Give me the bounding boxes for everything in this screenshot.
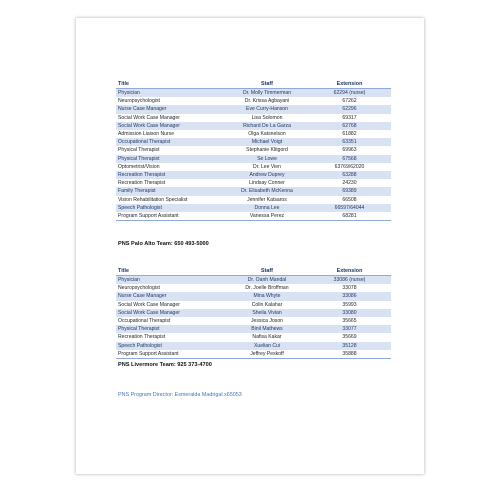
column-header-title: Title [116, 79, 226, 89]
row-title-cell: Neuropsychologist [116, 97, 226, 105]
row-title-cell: Physical Therapist [116, 155, 226, 163]
row-extension-cell: 61882 [308, 130, 391, 138]
row-title-cell: Speech Pathologist [116, 342, 226, 350]
table-row [116, 212, 391, 221]
table-row [116, 309, 391, 317]
table-row [116, 196, 391, 204]
table-header-row [116, 266, 391, 276]
table-row [116, 292, 391, 300]
document-page [76, 18, 424, 474]
table-row [116, 130, 391, 138]
row-extension-cell: 66597/64044 [308, 204, 391, 212]
row-title-cell: Occupational Therapist [116, 317, 226, 325]
row-staff-cell: Richard De La Garza [226, 122, 308, 130]
column-header-extension: Extension [308, 266, 391, 276]
row-extension-cell: 24230 [308, 179, 391, 187]
row-staff-cell: Donna Lee [226, 204, 308, 212]
row-extension-cell: 63351 [308, 138, 391, 146]
table-row [116, 138, 391, 146]
table-row [116, 114, 391, 122]
row-staff-cell: Dr. Joelle Broffman [226, 284, 308, 292]
row-staff-cell: Mina Whyte [226, 292, 308, 300]
row-title-cell: Physical Therapist [116, 146, 226, 154]
row-staff-cell: Dr. Lee Vien [226, 163, 308, 171]
row-extension-cell: 35888 [308, 350, 391, 359]
table-row [116, 122, 391, 130]
row-extension-cell: 33077 [308, 325, 391, 333]
row-staff-cell: Dr. Elisabeth McKenna [226, 187, 308, 195]
palo-alto-staff-table [116, 79, 391, 221]
row-extension-cell: 67568 [308, 155, 391, 163]
row-extension-cell: 35665 [308, 317, 391, 325]
row-title-cell: Vision Rehabilitation Specialist [116, 196, 226, 204]
row-staff-cell: Jennifer Katsaros [226, 196, 308, 204]
row-staff-cell: Jeffrey Peskoff [226, 350, 308, 359]
row-title-cell: Recreation Therapist [116, 179, 226, 187]
table-row [116, 204, 391, 212]
row-title-cell: Speech Pathologist [116, 204, 226, 212]
row-extension-cell: 67262 [308, 97, 391, 105]
table-row [116, 179, 391, 187]
row-title-cell: Neuropsychologist [116, 284, 226, 292]
row-extension-cell: 69963 [308, 146, 391, 154]
row-title-cell: Recreation Therapist [116, 171, 226, 179]
column-header-extension: Extension [308, 79, 391, 89]
row-title-cell: Occupational Therapist [116, 138, 226, 146]
table-row [116, 89, 391, 98]
row-extension-cell: 33080 [308, 309, 391, 317]
table-row [116, 146, 391, 154]
row-staff-cell: Jessica Joson [226, 317, 308, 325]
row-title-cell: Physical Therapist [116, 325, 226, 333]
row-title-cell: Family Therapist [116, 187, 226, 195]
row-title-cell: Recreation Therapist [116, 333, 226, 341]
row-staff-cell: Andrew Duprey [226, 171, 308, 179]
table-row [116, 171, 391, 179]
table-row [116, 284, 391, 292]
row-extension-cell: 35128 [308, 342, 391, 350]
livermore-team-phone: PNS Livermore Team: 925 373-4700 [118, 362, 212, 368]
row-title-cell: Admission Liaison Nurse [116, 130, 226, 138]
row-extension-cell: 69317 [308, 114, 391, 122]
row-extension-cell: 68281 [308, 212, 391, 221]
row-extension-cell: 33086 [308, 292, 391, 300]
row-title-cell: Social Work Case Manager [116, 122, 226, 130]
row-title-cell: Program Support Assistant [116, 350, 226, 359]
program-director-line: PNS Program Director: Esmeralda Madrigal x65053 [118, 392, 242, 398]
row-staff-cell: Binil Mathews [226, 325, 308, 333]
row-staff-cell: Lindsay Conner [226, 179, 308, 187]
row-title-cell: Social Work Case Manager [116, 301, 226, 309]
table-header-row [116, 79, 391, 89]
row-staff-cell: Nafisa Kakar [226, 333, 308, 341]
row-staff-cell: Vanessa Perez [226, 212, 308, 221]
row-staff-cell: Michael Voigt [226, 138, 308, 146]
row-staff-cell: Olga Katsnelson [226, 130, 308, 138]
row-extension-cell: 66508 [308, 196, 391, 204]
row-extension-cell: 62294 (nurse) [308, 89, 391, 98]
column-header-title: Title [116, 266, 226, 276]
row-staff-cell: Stephanie Klitgord [226, 146, 308, 154]
table-row [116, 276, 391, 285]
row-extension-cell: 69389 [308, 187, 391, 195]
row-extension-cell: 63288 [308, 171, 391, 179]
row-staff-cell: Dr. Oanh Mandal [226, 276, 308, 285]
row-extension-cell: 35669 [308, 333, 391, 341]
row-staff-cell: Dr. Molly Timmerman [226, 89, 308, 98]
table-row [116, 97, 391, 105]
row-title-cell: Nurse Case Manager [116, 292, 226, 300]
row-staff-cell: Sheila Vivian [226, 309, 308, 317]
row-title-cell: Physician [116, 89, 226, 98]
table-row [116, 301, 391, 309]
row-title-cell: Optometrist/Vision [116, 163, 226, 171]
palo-alto-team-phone: PNS Palo Alto Team: 650 493-5000 [118, 241, 209, 247]
row-staff-cell: Colin Kalahar [226, 301, 308, 309]
row-title-cell: Social Work Case Manager [116, 114, 226, 122]
column-header-staff: Staff [226, 266, 308, 276]
row-staff-cell: Dr. Krissa Agbayani [226, 97, 308, 105]
row-staff-cell: Lisa Solomon [226, 114, 308, 122]
row-staff-cell: Xuelian Cui [226, 342, 308, 350]
table-row [116, 350, 391, 359]
row-extension-cell: 63769/62020 [308, 163, 391, 171]
table-row [116, 333, 391, 341]
table-row [116, 325, 391, 333]
row-extension-cell: 62768 [308, 122, 391, 130]
row-title-cell: Social Work Case Manager [116, 309, 226, 317]
table-row [116, 342, 391, 350]
table-row [116, 155, 391, 163]
row-extension-cell: 33086 (nurse) [308, 276, 391, 285]
row-extension-cell: 33078 [308, 284, 391, 292]
livermore-staff-table [116, 266, 391, 359]
row-extension-cell: 62296 [308, 105, 391, 113]
row-staff-cell: Eve Curry-Hanson [226, 105, 308, 113]
row-title-cell: Program Support Assistant [116, 212, 226, 221]
row-title-cell: Nurse Case Manager [116, 105, 226, 113]
table-row [116, 163, 391, 171]
table-row [116, 317, 391, 325]
table-row [116, 105, 391, 113]
row-extension-cell: 35993 [308, 301, 391, 309]
table-row [116, 187, 391, 195]
row-title-cell: Physician [116, 276, 226, 285]
column-header-staff: Staff [226, 79, 308, 89]
row-staff-cell: Se Lowe [226, 155, 308, 163]
